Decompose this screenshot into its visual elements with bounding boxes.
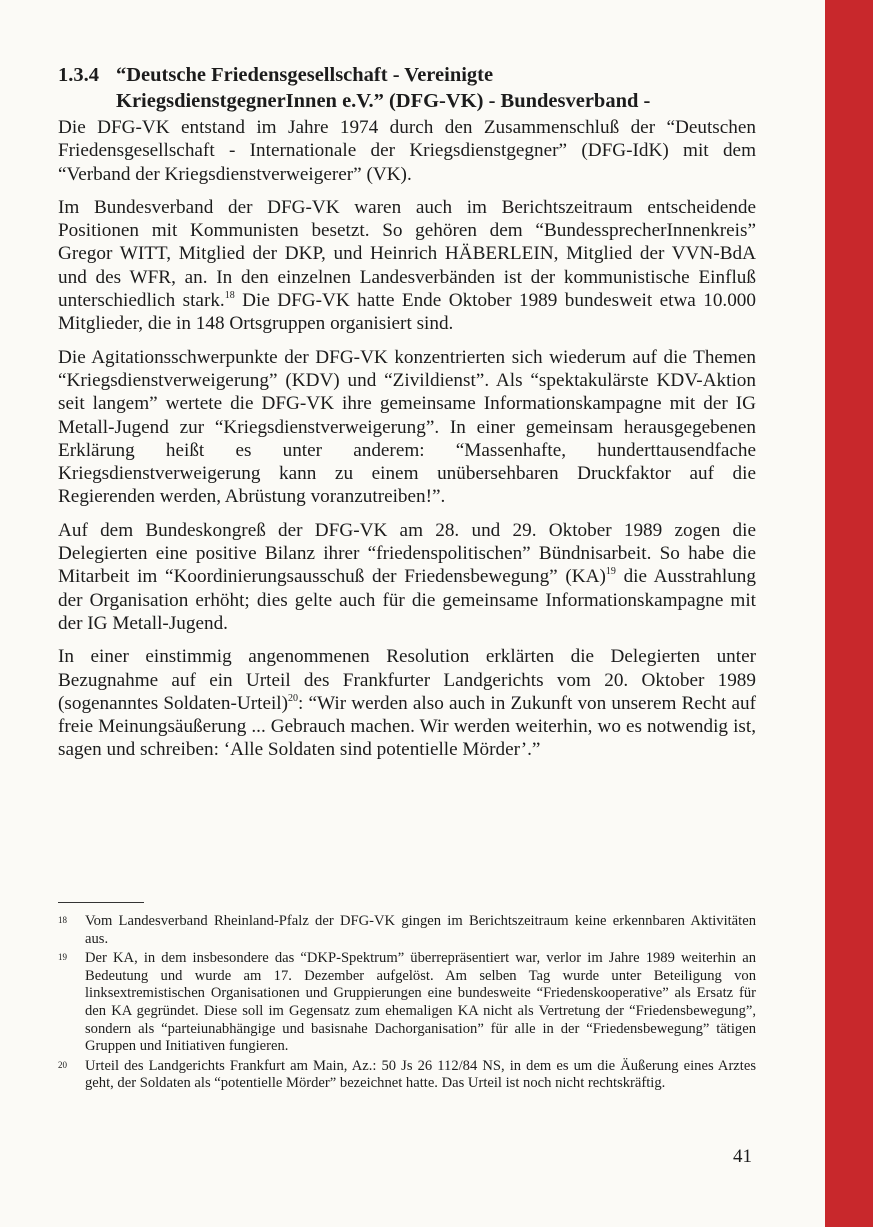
section-title-line1: “Deutsche Friedensgesellschaft - Vereinigte: [116, 64, 494, 86]
footnote-text: Vom Landesverband Rheinland-Pfalz der DFG-VK gingen im Berichtszeitraum keine erkennbaren Aktivitäten aus.: [85, 913, 756, 947]
footnotes: [58, 913, 756, 1095]
paragraph-text: Auf dem Bundeskongreß der DFG-VK am 28. und 29. Oktober 1989 zogen die Delegierten eine positive Bilanz ihrer “friedenspolitischen” Bündnisarbeit. So habe die Mitarbeit im “Koordinierungsausschuß der Friedensbewegung” (KA): [58, 519, 756, 588]
footnote-ref-18[interactable]: 18: [224, 290, 235, 302]
section-heading: [58, 62, 756, 114]
footnote-ref-19[interactable]: 19: [605, 566, 616, 578]
footnote-19: [58, 950, 756, 1056]
footnote-divider: [58, 902, 144, 903]
page-body: [58, 62, 756, 772]
paragraph-text: Im Bundesverband der DFG-VK waren auch im Berichtszeitraum entscheidende Positionen mit Kommunisten besetzt. So gehören dem “BundessprecherInnenkreis” Gregor WITT, Mitglied der DKP, und Heinrich HÄBERLEIN, Mitglied der VVN-BdA und des WFR, an. In den einzelnen Landesverbänden ist der kommunistische Einfluß unterschiedlich stark.: [58, 196, 756, 312]
footnote-18: [58, 913, 756, 948]
section-number: 1.3.4: [58, 64, 99, 86]
paragraph-4: [58, 519, 756, 635]
footnote-20: [58, 1058, 756, 1093]
paragraph-text: : “Wir werden also auch in Zukunft von unserem Recht auf freie Meinungsäußerung ... Gebrauch machen. Wir werden weiterhin, wo es notwendig ist, sagen und schreiben: ‘Alle Soldaten sind potentielle Mörder’.”: [58, 692, 756, 761]
footnote-ref-20[interactable]: 20: [288, 692, 299, 704]
footnote-mark: 20: [58, 1059, 67, 1070]
paragraph-1: [58, 116, 756, 186]
paragraph-text: Die DFG-VK entstand im Jahre 1974 durch den Zusammenschluß der “Deutschen Friedensgesellschaft - Internationale der Kriegsdienstgegner” (DFG-IdK) mit dem “Verband der Kriegsdienstverweigerer” (VK).: [58, 117, 756, 185]
paragraph-2: [58, 196, 756, 336]
paragraph-text: die Ausstrahlung der Organisation erhöht; dies gelte auch für die gemeinsame Informationskampagne mit der IG Metall-Jugend.: [58, 566, 756, 634]
page-number: 41: [733, 1146, 752, 1167]
red-edge-strip: [825, 0, 873, 1227]
section-title-line2: KriegsdienstgegnerInnen e.V.” (DFG-VK) - Bundesverband -: [116, 90, 651, 112]
paragraph-3: [58, 346, 756, 509]
footnote-mark: 19: [58, 952, 67, 963]
footnote-text: Urteil des Landgerichts Frankfurt am Main, Az.: 50 Js 26 112/84 NS, in dem es um die Äußerung eines Arztes geht, der Soldaten als “potentielle Mörder” bezeichnet hatte. Das Urteil ist noch nicht rechtskräftig.: [85, 1057, 756, 1092]
footnote-mark: 18: [58, 915, 67, 925]
paragraph-5: [58, 645, 756, 761]
footnote-text: Der KA, in dem insbesondere das “DKP-Spektrum” überrepräsentiert war, verlor im Jahre 1989 weiterhin an Bedeutung und wurde am 17. Dezember aufgelöst. Am selben Tag wurde unter Beteiligung von linksextremistischen Organisationen und Gruppierungen eine bundesweite “Friedenskooperative” als Ersatz für den KA gegründet. Diese soll im Gegensatz zum ehemaligen KA nicht als Vertretung der “Friedensbewegung”, sondern als “parteiunabhängige und basisnahe Dachorganisation” für alle in der “Friedensbewegung” tätigen Gruppen und Initiativen fungieren.: [85, 950, 756, 1055]
paragraph-text: In einer einstimmig angenommenen Resolution erklärten die Delegierten unter Bezugnahme auf ein Urteil des Frankfurter Landgerichts vom 20. Oktober 1989 (sogenanntes Soldaten-Urteil): [58, 646, 756, 714]
paragraph-text: Die Agitationsschwerpunkte der DFG-VK konzentrierten sich wiederum auf die Themen “Kriegsdienstverweigerung” (KDV) und “Zivildienst”. Als “spektakulärste KDV-Aktion seit langem” wertete die DFG-VK ihre gemeinsame Informationskampagne mit der IG Metall-Jugend zur “Kriegsdienstverweigerung”. In einer gemeinsam herausgegebenen Erklärung heißt es unter anderem: “Massenhafte, hunderttausendfache Kriegsdienstverweigerung kann zu einem unübersehbaren Druckfaktor auf die Regierenden werden, Abrüstung voranzutreiben!”.: [58, 346, 756, 508]
paragraph-text: Die DFG-VK hatte Ende Oktober 1989 bundesweit etwa 10.000 Mitglieder, die in 148 Ortsgruppen organisiert sind.: [58, 290, 756, 335]
